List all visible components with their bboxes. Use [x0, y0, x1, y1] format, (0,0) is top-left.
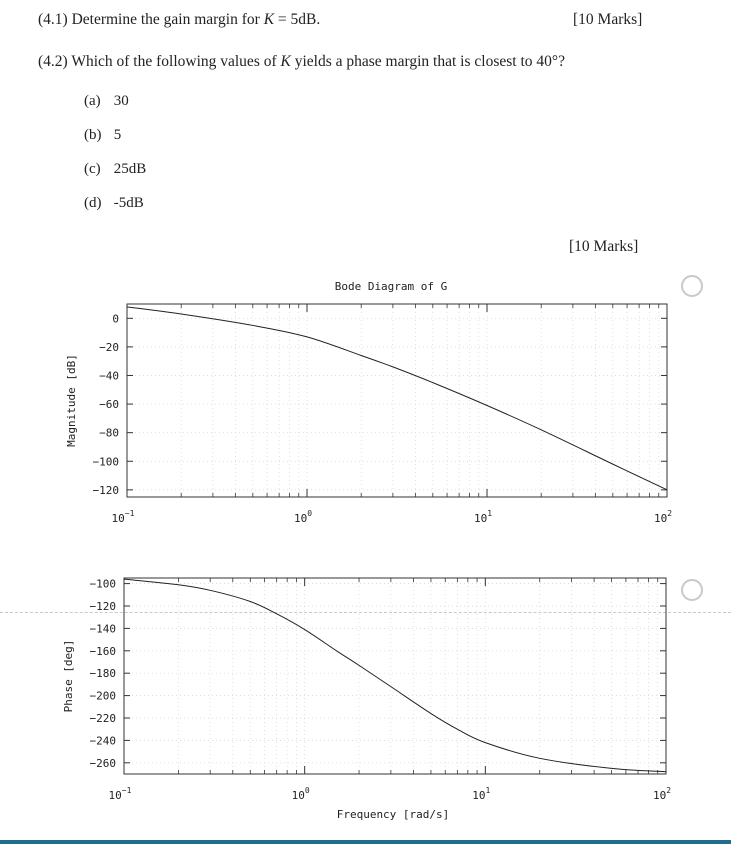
marks-label: [10 Marks] [569, 238, 639, 255]
y-tick-label: −120 [92, 483, 119, 497]
option-text: 25dB [113, 161, 147, 177]
x-tick-label: $10^2$ [653, 509, 673, 525]
x-tick-label: $10^0$ [293, 509, 313, 525]
y-tick-label: −160 [89, 644, 116, 658]
y-tick-label: −200 [89, 689, 116, 703]
series-line [127, 307, 667, 490]
x-tick-label: $10^{-1}$ [108, 786, 132, 802]
option-label: (b) [84, 127, 102, 143]
y-tick-label: −100 [92, 455, 119, 469]
variable-k: K [280, 53, 291, 70]
y-axis-label: Magnitude [dB] [65, 354, 78, 447]
y-tick-label: −180 [89, 667, 116, 681]
option-text: 30 [113, 93, 129, 109]
option-text: 5 [113, 127, 122, 143]
y-tick-label: −80 [99, 426, 119, 440]
question-text-suffix: = 5dB. [277, 11, 321, 28]
option-label: (c) [84, 161, 101, 177]
bottom-accent-bar [0, 840, 731, 844]
x-tick-label: $10^0$ [291, 786, 310, 802]
marks-label: [10 Marks] [573, 11, 643, 28]
y-tick-label: −260 [89, 756, 116, 770]
subplot-2 [62, 578, 671, 821]
y-tick-label: −120 [89, 600, 116, 613]
y-tick-label: −140 [89, 622, 116, 636]
y-tick-label: −220 [89, 712, 116, 725]
option-label: (d) [84, 195, 102, 211]
chart-title: Bode Diagram of G [334, 280, 448, 293]
question-number: (4.2) [38, 53, 68, 70]
subplot-1 [65, 280, 672, 525]
question-number: (4.1) [38, 11, 68, 28]
option-label: (a) [84, 93, 101, 109]
x-tick-label: $10^2$ [652, 786, 672, 802]
y-tick-label: −100 [89, 577, 116, 591]
y-tick-label: −40 [99, 369, 119, 383]
x-tick-label: $10^1$ [472, 786, 491, 802]
y-tick-label: −60 [99, 398, 119, 412]
x-axis-label: Frequency [rad/s] [336, 808, 450, 821]
question-text-suffix: yields a phase margin that is closest to 40°? [294, 53, 565, 70]
x-tick-label: $10^{-1}$ [111, 509, 135, 525]
radio-button-icon[interactable] [681, 275, 703, 297]
plot-frame [127, 304, 667, 497]
series-line [124, 579, 666, 772]
question-text: Determine the gain margin for [71, 11, 260, 28]
option-text: -5dB [113, 195, 144, 211]
variable-k: K [263, 11, 275, 28]
plot-frame [124, 578, 666, 774]
y-tick-label: 0 [112, 312, 119, 326]
radio-button-icon[interactable] [681, 579, 703, 601]
question-text: Which of the following values of [71, 53, 277, 70]
y-tick-label: −20 [99, 340, 119, 354]
y-axis-label: Phase [deg] [62, 639, 75, 713]
x-tick-label: $10^1$ [473, 509, 493, 525]
y-tick-label: −240 [89, 734, 116, 748]
